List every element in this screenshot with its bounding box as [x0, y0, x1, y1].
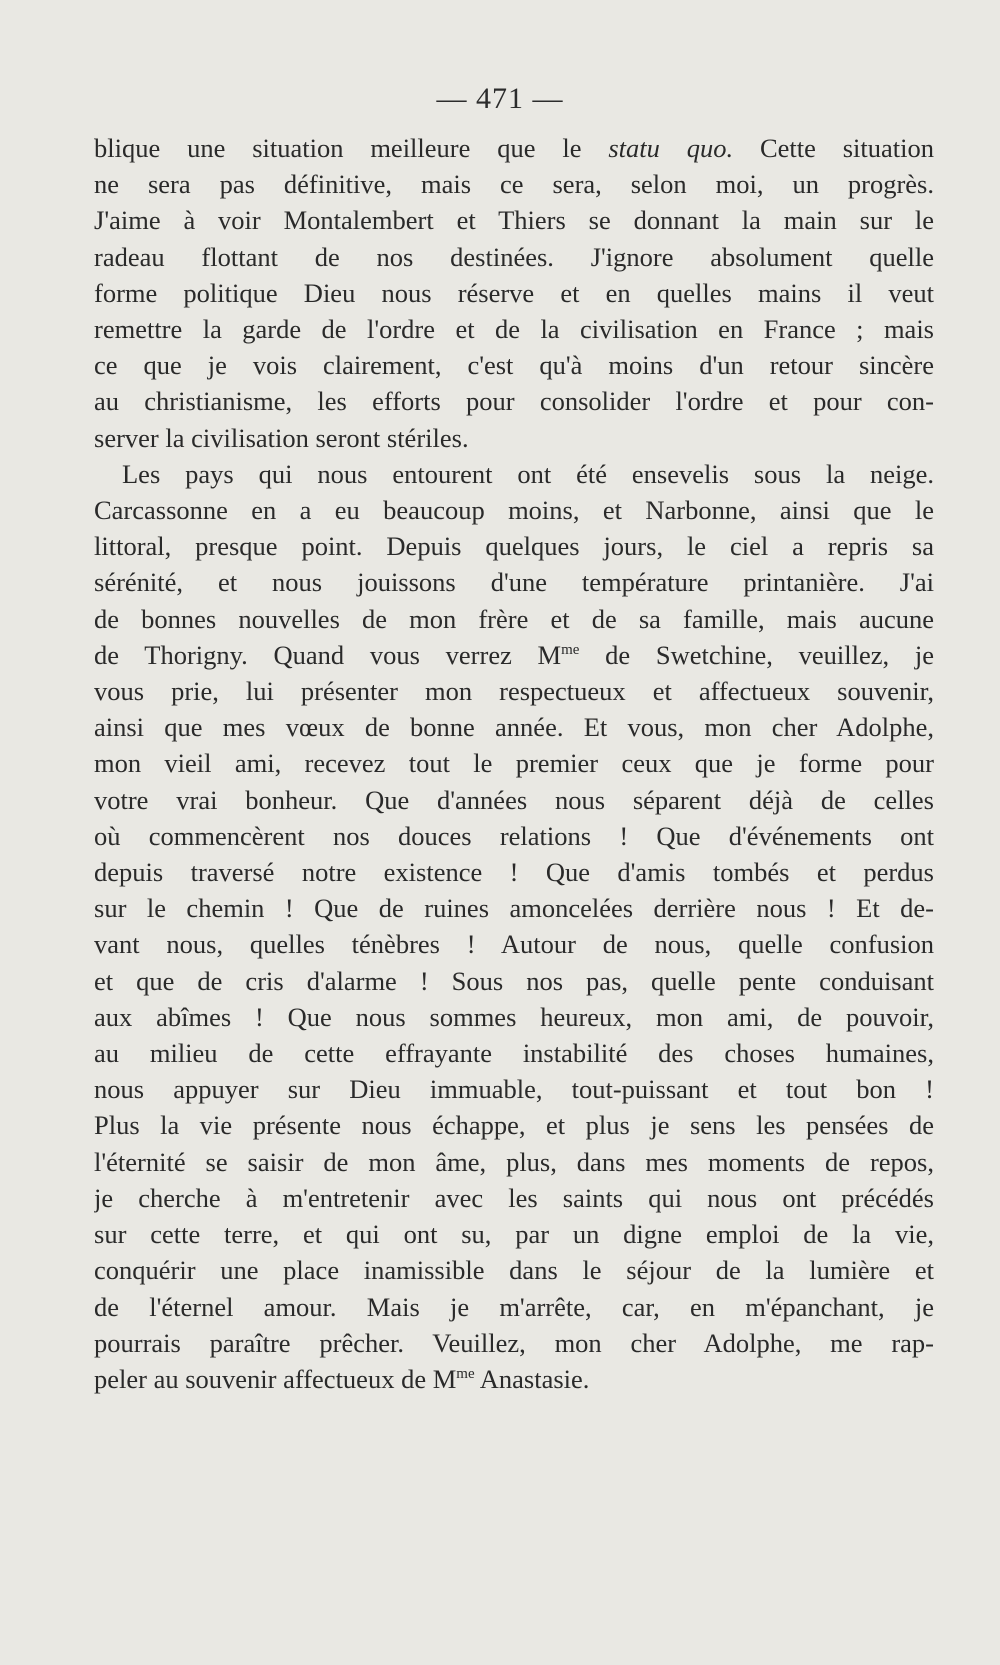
italic-text: statu quo.	[608, 133, 734, 163]
text-run: je cherche à m'entretenir avec les saints qui nous ont précédés	[94, 1182, 934, 1213]
text-run: de Swetchine, veuillez, je	[579, 639, 934, 670]
text-line	[94, 854, 934, 890]
text-line	[94, 420, 934, 456]
text-run: de Thorigny. Quand vous verrez M	[94, 639, 562, 670]
text-line	[94, 1144, 934, 1180]
paragraph	[94, 456, 934, 1397]
page-number: — 471 —	[436, 82, 564, 115]
text-line	[94, 709, 934, 745]
text-run: blique une situation meilleure que le	[94, 133, 609, 163]
text-run: nous appuyer sur Dieu immuable, tout-puissant et tout bon !	[94, 1074, 934, 1105]
text-run: et que de cris d'alarme ! Sous nos pas, quelle pente conduisant	[94, 965, 934, 996]
text-run: mon vieil ami, recevez tout le premier ceux que je forme pour	[94, 748, 934, 779]
text-run: sérénité, et nous jouissons d'une température printanière. J'ai	[94, 567, 934, 598]
text-run: où commencèrent nos douces relations ! Que d'événements ont	[94, 820, 934, 851]
text-line	[94, 926, 934, 962]
text-line	[94, 637, 934, 673]
text-run: peler au souvenir affectueux de M	[94, 1363, 457, 1394]
text-run: conquérir une place inamissible dans le séjour de la lumière et	[94, 1255, 934, 1286]
text-line	[94, 1325, 934, 1361]
text-line	[94, 1180, 934, 1216]
text-run: pourrais paraître prêcher. Veuillez, mon cher Adolphe, me rap-	[94, 1327, 934, 1358]
text-run: l'éternité se saisir de mon âme, plus, dans mes moments de repos,	[94, 1146, 934, 1177]
paragraph	[94, 130, 934, 456]
text-line	[94, 528, 934, 564]
text-run: Plus la vie présente nous échappe, et plus je sens les pensées de	[94, 1110, 934, 1141]
text-run: ne sera pas définitive, mais ce sera, selon moi, un progrès.	[94, 169, 934, 200]
text-run: Les pays qui nous entourent ont été ensevelis sous la neige.	[122, 458, 934, 489]
text-run: server la civilisation seront stériles.	[94, 422, 469, 453]
text-line	[94, 239, 934, 275]
text-line	[94, 782, 934, 818]
text-run: depuis traversé notre existence ! Que d'amis tombés et perdus	[94, 857, 934, 888]
text-line	[94, 383, 934, 419]
text-run: sur le chemin ! Que de ruines amoncelées derrière nous ! Et de-	[94, 893, 934, 924]
text-run: aux abîmes ! Que nous sommes heureux, mon ami, de pouvoir,	[94, 1001, 934, 1032]
text-run: votre vrai bonheur. Que d'années nous séparent déjà de celles	[94, 784, 934, 815]
text-line	[94, 166, 934, 202]
text-line	[94, 1035, 934, 1071]
text-run: ce que je vois clairement, c'est qu'à moins d'un retour sincère	[94, 350, 934, 381]
text-line	[94, 1216, 934, 1252]
text-run: remettre la garde de l'ordre et de la civilisation en France ; mais	[94, 314, 934, 345]
superscript: me	[456, 1365, 475, 1382]
text-run: au christianisme, les efforts pour consolider l'ordre et pour con-	[94, 386, 934, 417]
text-run: sur cette terre, et qui ont su, par un digne emploi de la vie,	[94, 1219, 934, 1250]
text-line	[94, 999, 934, 1035]
text-run: Cette situation	[733, 133, 934, 163]
text-line	[94, 745, 934, 781]
text-run: littoral, presque point. Depuis quelques jours, le ciel a repris sa	[94, 531, 934, 562]
text-run: de l'éternel amour. Mais je m'arrête, car, en m'épanchant, je	[94, 1291, 934, 1322]
body-text	[94, 130, 934, 1397]
text-line	[94, 1252, 934, 1288]
text-line	[94, 673, 934, 709]
text-line	[94, 311, 934, 347]
text-line	[94, 1107, 934, 1143]
text-run: au milieu de cette effrayante instabilité des choses humaines,	[94, 1038, 934, 1069]
text-line	[94, 963, 934, 999]
text-line	[94, 564, 934, 600]
superscript: me	[561, 641, 580, 658]
text-run: radeau flottant de nos destinées. J'ignore absolument quelle	[94, 241, 934, 272]
text-line	[94, 202, 934, 238]
text-line	[94, 818, 934, 854]
text-line	[94, 130, 934, 166]
text-line	[94, 1289, 934, 1325]
text-line	[94, 1361, 934, 1397]
text-line	[94, 1071, 934, 1107]
text-run: Carcassonne en a eu beaucoup moins, et Narbonne, ainsi que le	[94, 495, 934, 526]
text-run: vous prie, lui présenter mon respectueux et affectueux souvenir,	[94, 676, 934, 707]
text-line	[94, 275, 934, 311]
text-line	[94, 492, 934, 528]
text-run: vant nous, quelles ténèbres ! Autour de nous, quelle confusion	[94, 929, 934, 960]
text-line	[94, 601, 934, 637]
text-run: Anastasie.	[474, 1363, 590, 1394]
text-run: J'aime à voir Montalembert et Thiers se donnant la main sur le	[94, 205, 934, 236]
text-line	[94, 347, 934, 383]
text-line	[94, 456, 934, 492]
text-run: ainsi que mes vœux de bonne année. Et vous, mon cher Adolphe,	[94, 712, 934, 743]
text-run: de bonnes nouvelles de mon frère et de sa famille, mais aucune	[94, 603, 934, 634]
text-line	[94, 890, 934, 926]
text-run: forme politique Dieu nous réserve et en quelles mains il veut	[94, 277, 934, 308]
